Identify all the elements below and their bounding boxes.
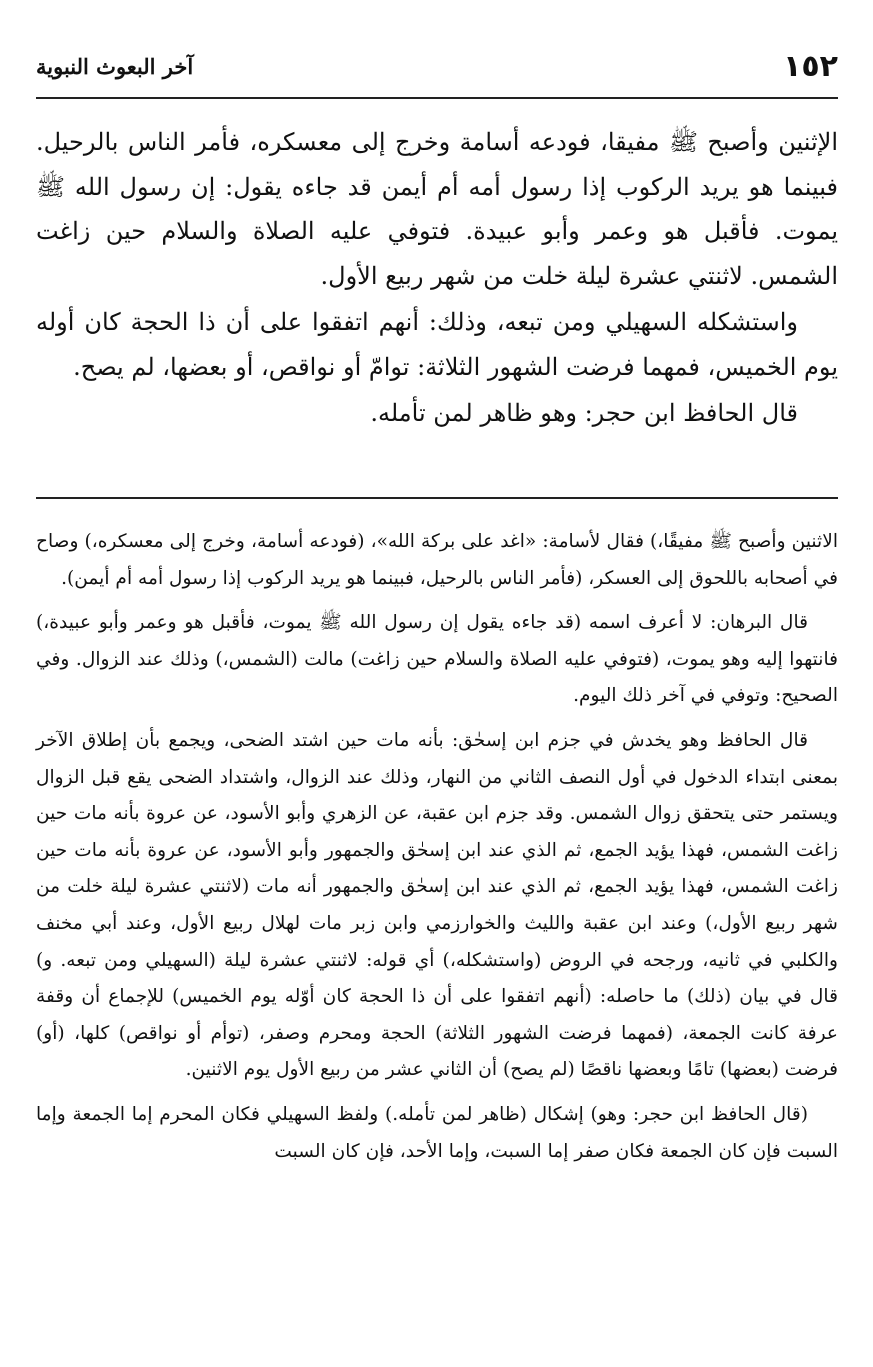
main-paragraph-3: قال الحافظ ابن حجر: وهو ظاهر لمن تأمله. bbox=[370, 399, 798, 427]
main-paragraph-2: واستشكله السهيلي ومن تبعه، وذلك: أنهم اتفقوا على أن ذا الحجة كان أوله يوم الخميس، فمهما فرضت الشهور الثلاثة: توامّ أو نواقص، أو بعضها، لم يصح. bbox=[36, 308, 838, 381]
commentary-paragraph-2: قال البرهان: لا أعرف اسمه (قد جاءه يقول إن رسول الله ﷺ يموت، فأقبل هو وعمر وأبو عبيدة،) فانتهوا إليه وهو يموت، (فتوفي عليه الصلاة والسلام حين زاغت) مالت (الشمس،) وذلك عند الزوال. وفي الصحيح: وتوفي في آخر ذلك اليوم. bbox=[36, 612, 838, 707]
running-title: آخر البعوث النبوية bbox=[36, 53, 194, 79]
commentary-paragraph-4: (قال الحافظ ابن حجر: وهو) إشكال (ظاهر لمن تأمله.) ولفظ السهيلي فكان المحرم إما الجمعة وإما السبت فإن كان الجمعة فكان صفر إما السبت، وإما الأحد، فإن كان السبت bbox=[36, 1103, 838, 1162]
book-page bbox=[36, 0, 838, 1367]
page-header bbox=[36, 46, 838, 86]
commentary-divider bbox=[36, 497, 838, 499]
commentary-paragraph-1: الاثنين وأصبح ﷺ مفيقًا،) فقال لأسامة: «اغد على بركة الله»، (فودعه أسامة، وخرج إلى معسكره،) وصاح في أصحابه باللحوق إلى العسكر، (فأمر الناس بالرحيل، فبينما هو يريد الركوب إذا رسول أمه أم أيمن). bbox=[36, 531, 838, 589]
commentary-paragraph-3: قال الحافظ وهو يخدش في جزم ابن إسحٰق: بأنه مات حين اشتد الضحى، ويجمع بأن إطلاق الآخر بمعنى ابتداء الدخول في أول النصف الثاني من النهار، وذلك عند الزوال، واشتداد الضحى يقع قبل الزوال ويستمر حتى يتحقق زوال الشمس. وقد جزم ابن عقبة، عن الزهري وأبو الأسود، عن عروة بأنه مات حين زاغت الشمس، فهذا يؤيد الجمع، ثم الذي عند ابن إسحٰق والجمهور وأبو الأسود، عن عروة بأنه مات حين زاغت الشمس، فهذا يؤيد الجمع، ثم الذي عند ابن إسحٰق والجمهور أنه مات (لاثنتي عشرة ليلة خلت من شهر ربيع الأول،) وعند ابن عقبة والليث والخوارزمي وابن زبر مات لهلال ربيع الأول، وعند أبي مخنف والكلبي في ثانيه، ورجحه في الروض (واستشكله،) أي قوله: لاثنتي عشرة ليلة (السهيلي ومن تبعه. و) قال في بيان (ذلك) ما حاصله: (أنهم اتفقوا على أن ذا الحجة كان أوّله يوم الخميس) للإجماع أن وقفة عرفة كانت الجمعة، (فمهما فرضت الشهور الثلاثة) الحجة ومحرم وصفر، (توأم أو نواقص) كلها، (أو) فرضت (بعضها) تامًا وبعضها ناقصًا (لم يصح) أن الثاني عشر من ربيع الأول يوم الاثنين. bbox=[36, 729, 838, 1081]
header-divider bbox=[36, 97, 838, 99]
main-paragraph-1: الإثنين وأصبح ﷺ مفيقا، فودعه أسامة وخرج إلى معسكره، فأمر الناس بالرحيل. فبينما هو يريد الركوب إذا رسول أمه أم أيمن قد جاءه يقول: إن رسول الله ﷺ يموت. فأقبل هو وعمر وأبو عبيدة. فتوفي عليه الصلاة والسلام حين زاغت الشمس. لاثنتي عشرة ليلة خلت من شهر ربيع الأول. bbox=[36, 128, 839, 290]
page-number: ١٥٢ bbox=[783, 48, 838, 84]
commentary-text bbox=[36, 524, 838, 1170]
main-text bbox=[36, 120, 838, 436]
